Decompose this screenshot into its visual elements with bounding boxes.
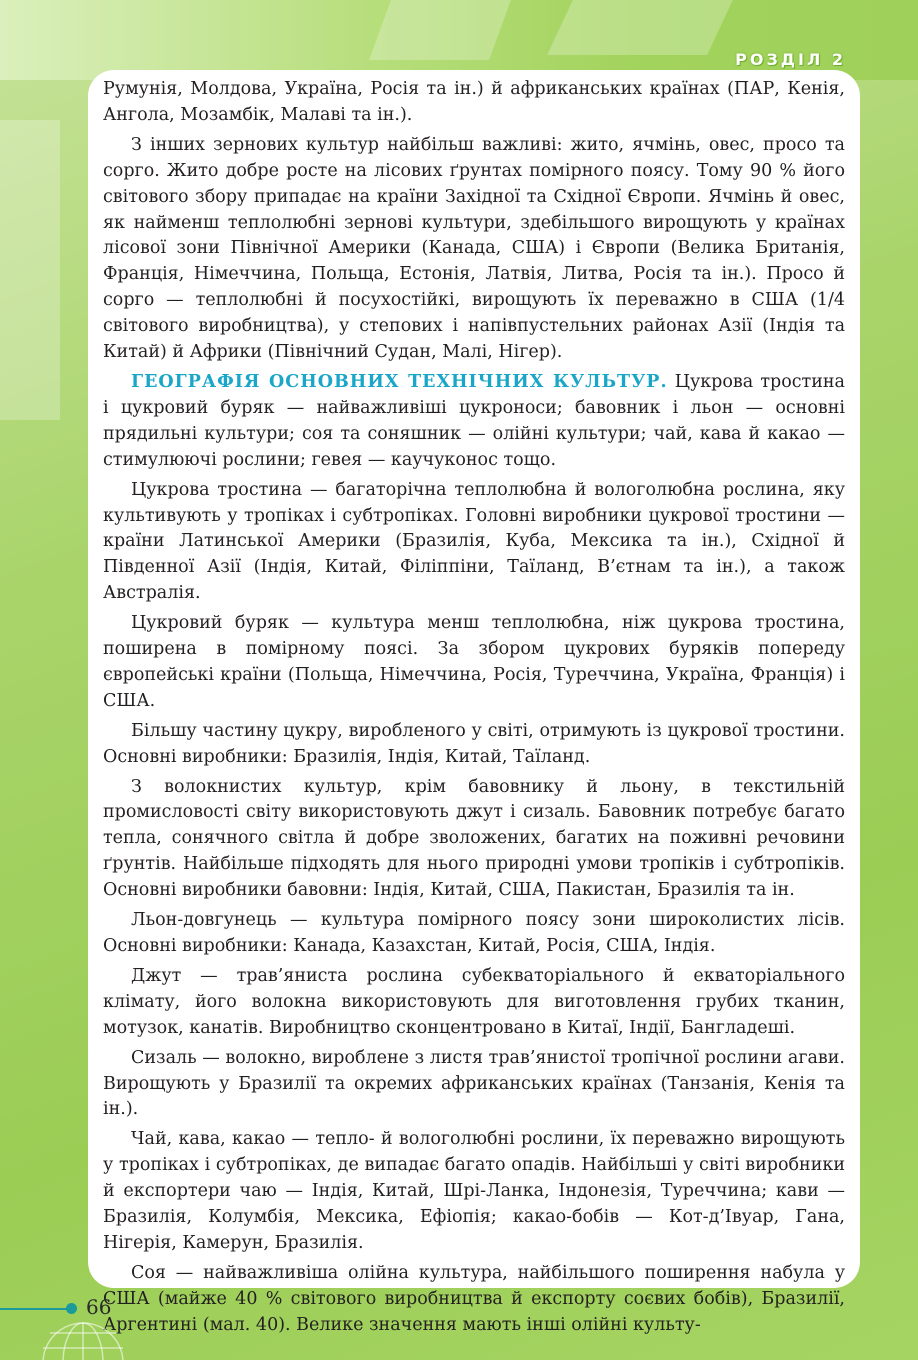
paragraph: Румунія, Молдова, Україна, Росія та ін.) й африканських країнах (ПАР, Кенія, Ангола, Мозамбік, Малаві та ін.). [103,79,845,125]
section-heading: ГЕОГРАФІЯ ОСНОВНИХ ТЕХНІЧНИХ КУЛЬТУР. [131,371,668,392]
page-number: 66 [86,1295,112,1319]
paragraph: Цукрова тростина — багаторічна теплолюбна й вологолюбна рослина, яку культивують у тропіках і субтропіках. Головні виробники цукрової тростини — країни Латинської Америки (Бразилія, Куба, Мексика та ін.), Східної й Південної Азії (Індія, Китай, Філіппіни, Таїланд, В’єтнам та ін.), а також Австралія. [103,479,845,604]
body-text [103,77,845,1343]
paragraph: Чай, кава, какао — тепло- й вологолюбні рослини, їх переважно вирощують у тропіках і субтропіках, де випадає багато опадів. Найбільші у світі виробники й експортери чаю — Індія, Китай, Шрі-Ланка, Індонезія, Туреччина; кави — Бразилія, Колумбія, Мексика, Ефіопія; какао-бобів — Кот-д’Івуар, Гана, Нігерія, Камерун, Бразилія. [103,1129,845,1253]
paragraph: Сизаль — волокно, вироблене з листя трав’янистої тропічної рослини агави. Вирощують у Бразилії та окремих африканських країнах (Танзанія, Кенія та ін.). [103,1047,845,1120]
decorative-shape [369,0,511,60]
paragraph: Льон-довгунець — культура помірного поясу зони широколистих лісів. Основні виробники: Канада, Казахстан, Китай, Росія, США, Індія. [103,910,845,956]
footer-dot [66,1303,77,1314]
paragraph: З інших зернових культур найбільш важливі: жито, ячмінь, овес, просо та сорго. Жито добре росте на лісових ґрунтах помірного поясу. Тому 90 % його світового збору припадає на країни Західної та Східної Європи. Ячмінь й овес, як найменш теплолюбні зернові культури, здебільшого вирощують у країнах лісової зони Північної Америки (Канада, США) і Європи (Велика Британія, Франція, Німеччина, Польща, Естонія, Латвія, Литва, Росія та ін.). Просо й сорго — теплолюбні й посухостійкі, вирощують їх переважно в США (1/4 світового виробництва), у степових і напівпустельних районах Азії (Індія та Китай) й Африки (Північний Судан, Малі, Нігер). [103,134,845,363]
paragraph-with-heading [103,370,845,474]
globe-icon [38,1318,128,1360]
decorative-shape [0,120,60,420]
footer-line [0,1308,70,1310]
paragraph: Більшу частину цукру, виробленого у світі, отримують із цукрової тростини. Основні виробники: Бразилія, Індія, Китай, Таїланд. [103,720,845,767]
paragraph-text: Цукрова тростина і цукровий буряк — найважливіші цукроноси; бавовник і льон — основні прядильні культури; соя та соняшник — олійні культури; чай, кава й какао — стимулюючі рослини; гевея — каучуконос тощо. [103,371,845,470]
paragraph: З волокнистих культур, крім бавовнику й льону, в текстильній промисловості світу використовують джут і сизаль. Бавовник потребує багато тепла, сонячного світла й добре зволожених, багатих на поживні речовини ґрунтів. Найбільше підходять для нього природні умови тропіків і субтропіків. Основні виробники бавовни: Індія, Китай, США, Пакистан, Бразилія та ін. [103,776,845,901]
paragraph: Цукровий буряк — культура менш теплолюбна, ніж цукрова тростина, поширена в помірному поясі. За збором цукрових буряків попереду європейські країни (Польща, Німеччина, Росія, Туреччина, Україна, Франція) і США. [103,613,845,711]
section-label: РОЗДІЛ 2 [735,50,846,69]
paragraph: Джут — трав’яниста рослина субекваторіального й екваторіального клімату, його волокна використовують для виготовлення грубих тканин, мотузок, канатів. Виробництво сконцентровано в Китаї, Індії, Бангладеші. [103,965,845,1038]
paragraph: Соя — найважливіша олійна культура, найбільшого поширення набула у США (майже 40 % світового виробництва й експорту соєвих бобів), Бразилії, Аргентині (мал. 40). Велике значення мають інші олійні культу- [103,1262,845,1335]
decorative-shape [547,0,733,55]
